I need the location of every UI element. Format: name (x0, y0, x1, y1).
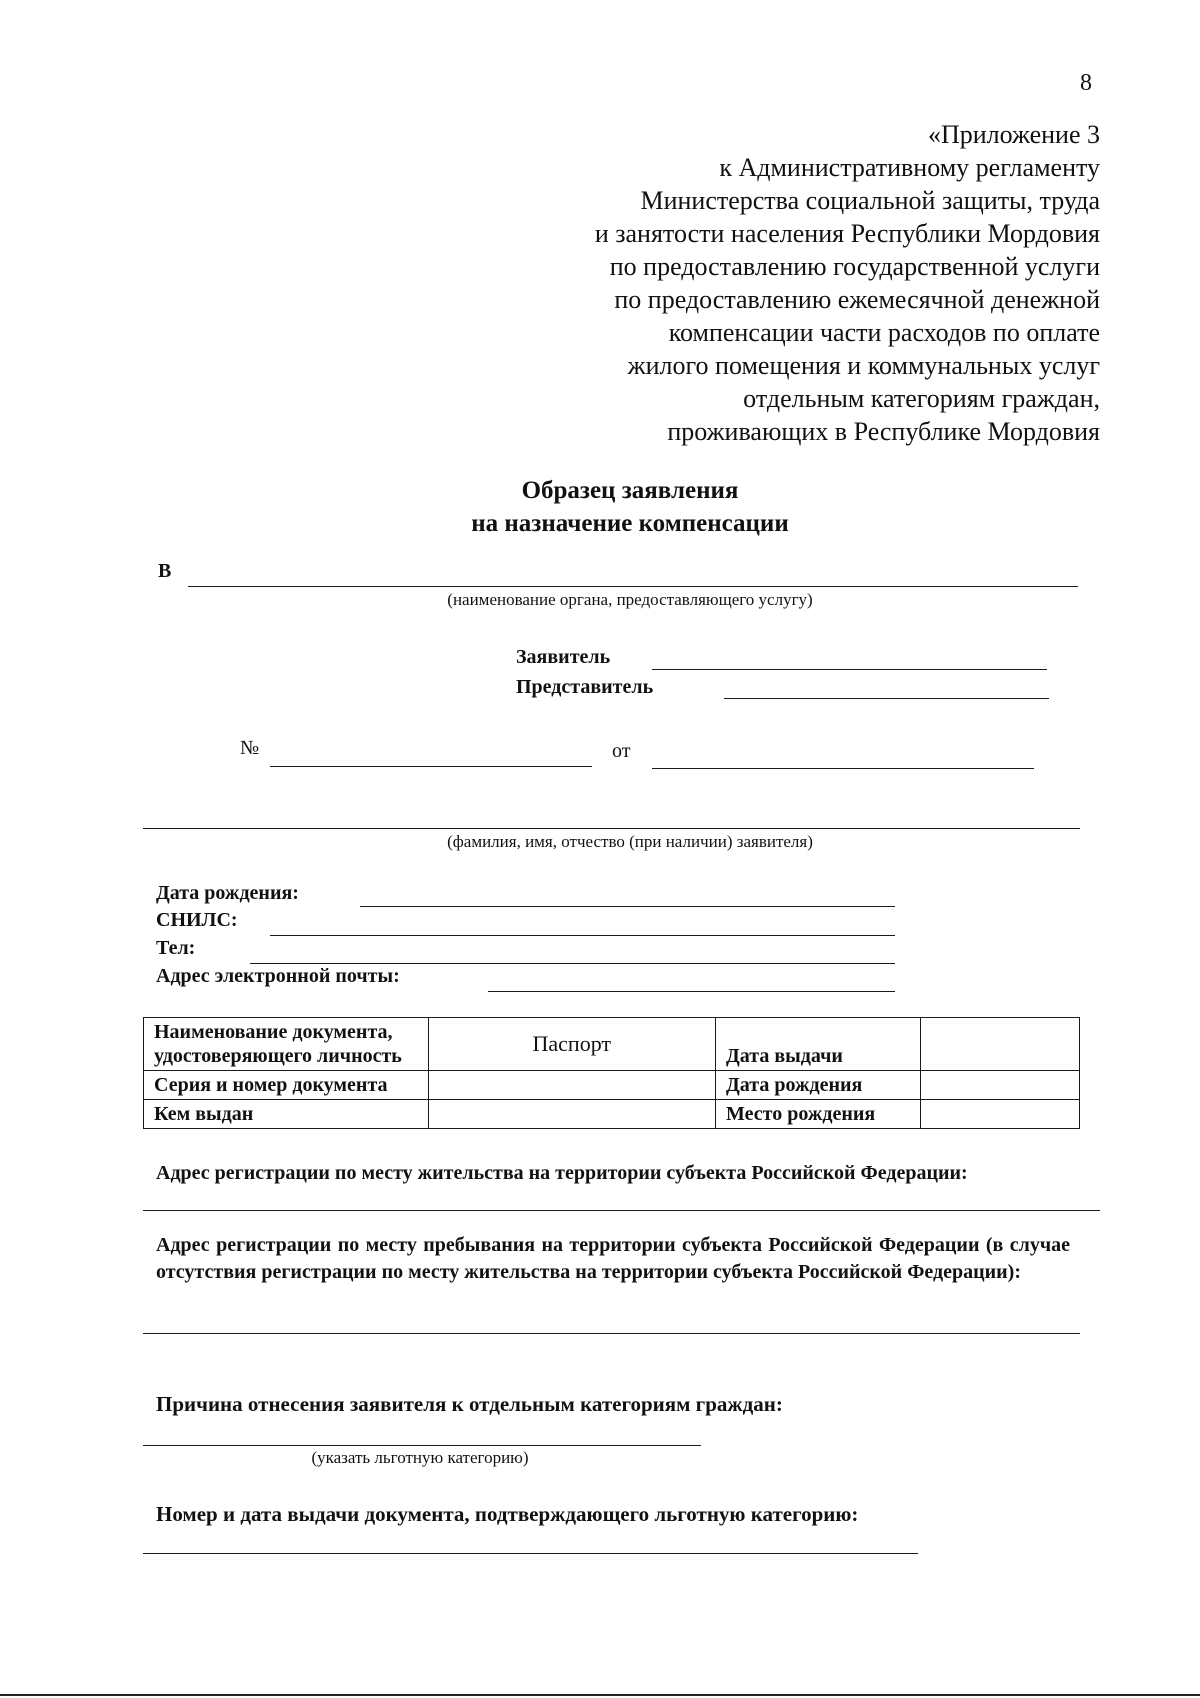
table-cell-input[interactable] (921, 1018, 1080, 1071)
reason-label: Причина отнесения заявителя к отдельным категориям граждан: (156, 1392, 783, 1416)
representative-label: Представитель (516, 676, 654, 698)
document-field-line[interactable] (143, 1553, 918, 1554)
number-label: № (240, 737, 260, 759)
table-cell-input[interactable] (921, 1100, 1080, 1129)
appendix-line: и занятости населения Республики Мордовия (594, 219, 1100, 248)
reason-caption: (указать льготную категорию) (311, 1448, 529, 1467)
from-label: от (612, 740, 631, 762)
appendix-line: по предоставлению государственной услуги (609, 252, 1100, 281)
table-cell: Наименование документа, удостоверяющего личность (144, 1018, 429, 1071)
appendix-line: компенсации части расходов по оплате (668, 318, 1100, 347)
phone-field-line[interactable] (250, 963, 895, 964)
appendix-line: к Административному регламенту (719, 153, 1100, 182)
to-caption: (наименование органа, предоставляющего услугу) (447, 590, 813, 609)
table-cell: Дата выдачи (716, 1018, 921, 1071)
identity-document-table (143, 1017, 1080, 1129)
address-stay-label: Адрес регистрации по месту пребывания на территории субъекта Российской Федерации (в случае отсутствия регистрации по месту жительства на территории субъекта Российской Федерации): (156, 1234, 1070, 1283)
applicant-label: Заявитель (516, 646, 611, 668)
page-bottom-edge (0, 1694, 1200, 1696)
table-cell-input[interactable] (428, 1100, 716, 1129)
table-cell-input[interactable] (428, 1071, 716, 1100)
title-line-1: Образец заявления (521, 477, 739, 504)
email-label: Адрес электронной почты: (156, 965, 400, 987)
table-cell: Кем выдан (144, 1100, 429, 1129)
appendix-line: Министерства социальной защиты, труда (640, 186, 1100, 215)
appendix-line: отдельным категориям граждан, (743, 384, 1100, 413)
address-stay-field-line[interactable] (143, 1333, 1080, 1334)
appendix-line: «Приложение 3 (927, 120, 1100, 149)
snils-field-line[interactable] (270, 935, 895, 936)
to-field-line[interactable] (188, 586, 1078, 587)
birth-date-field-line[interactable] (360, 906, 895, 907)
page-number: 8 (1080, 70, 1092, 96)
table-cell-input[interactable] (921, 1071, 1080, 1100)
reason-field-line[interactable] (143, 1445, 701, 1446)
snils-label: СНИЛС: (156, 909, 238, 931)
table-row (144, 1100, 1080, 1129)
address-residence-field-line[interactable] (143, 1210, 1100, 1211)
appendix-line: проживающих в Республике Мордовия (667, 417, 1100, 446)
table-cell: Серия и номер документа (144, 1071, 429, 1100)
table-row (144, 1071, 1080, 1100)
title-line-2: на назначение компенсации (471, 510, 789, 537)
table-cell: Паспорт (428, 1018, 716, 1071)
email-field-line[interactable] (488, 991, 895, 992)
table-row (144, 1018, 1080, 1071)
appendix-line: по предоставлению ежемесячной денежной (614, 285, 1100, 314)
document-title (0, 474, 1200, 540)
document-label: Номер и дата выдачи документа, подтверждающего льготную категорию: (156, 1502, 859, 1526)
representative-field-line[interactable] (724, 698, 1049, 699)
appendix-header (420, 118, 1100, 448)
number-field-line[interactable] (270, 766, 592, 767)
date-field-line[interactable] (652, 768, 1034, 769)
appendix-line: жилого помещения и коммунальных услуг (627, 351, 1100, 380)
to-label: В (158, 560, 172, 582)
phone-label: Тел: (156, 937, 196, 959)
fio-field-line[interactable] (143, 828, 1080, 829)
birth-date-label: Дата рождения: (156, 882, 299, 904)
fio-caption: (фамилия, имя, отчество (при наличии) заявителя) (447, 832, 813, 851)
address-residence-label: Адрес регистрации по месту жительства на территории субъекта Российской Федерации: (156, 1162, 968, 1184)
applicant-field-line[interactable] (652, 669, 1047, 670)
table-cell: Дата рождения (716, 1071, 921, 1100)
table-cell: Место рождения (716, 1100, 921, 1129)
